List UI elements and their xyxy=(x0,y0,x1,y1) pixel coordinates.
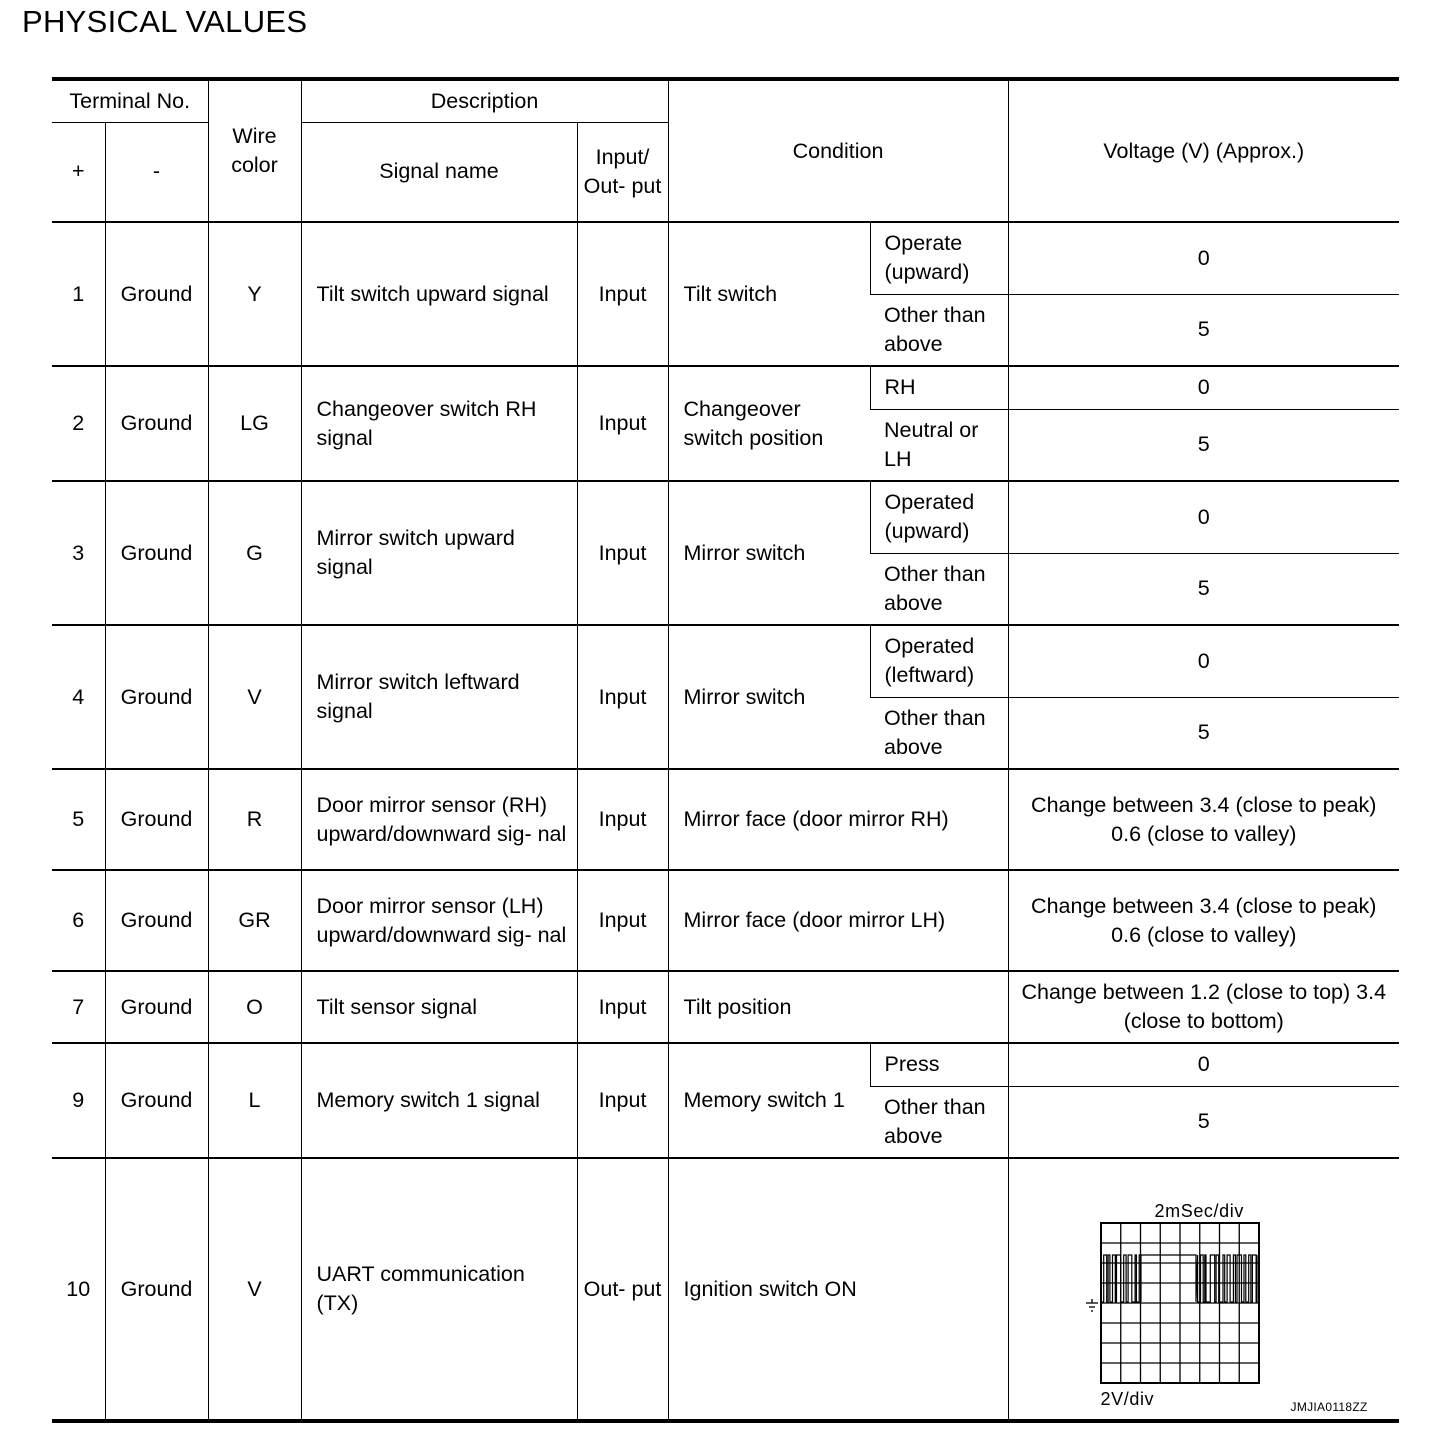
input-output: Input xyxy=(577,769,668,870)
condition: Tilt position xyxy=(668,971,1008,1043)
input-output: Input xyxy=(577,366,668,481)
header-wire-color: Wire color xyxy=(208,79,301,222)
input-output: Input xyxy=(577,870,668,971)
condition: Mirror face (door mirror LH) xyxy=(668,870,1008,971)
terminal-minus: Ground xyxy=(105,1158,208,1421)
terminal-plus: 7 xyxy=(52,971,105,1043)
voltage-value: Change between 3.4 (close to peak) 0.6 (close to valley) xyxy=(1008,870,1399,971)
voltage-value: 0 xyxy=(1008,481,1399,553)
condition-state: Other than above xyxy=(870,697,1008,769)
wire-color: V xyxy=(208,625,301,769)
condition: Mirror switch xyxy=(668,481,870,625)
terminal-plus: 4 xyxy=(52,625,105,769)
voltage-value: 5 xyxy=(1008,409,1399,481)
voltage-value: 5 xyxy=(1008,553,1399,625)
condition-state: Neutral or LH xyxy=(870,409,1008,481)
voltage-value: 5 xyxy=(1008,294,1399,366)
figure-id: JMJIA0118ZZ xyxy=(1290,1400,1368,1414)
condition-state: Press xyxy=(870,1043,1008,1086)
oscilloscope-figure xyxy=(1015,1159,1405,1419)
input-output: Input xyxy=(577,971,668,1043)
signal-name: Door mirror sensor (LH) upward/downward sig- nal xyxy=(301,870,577,971)
header-minus: - xyxy=(105,122,208,222)
input-output: Input xyxy=(577,625,668,769)
wire-color: Y xyxy=(208,222,301,366)
terminal-minus: Ground xyxy=(105,971,208,1043)
header-terminal-no: Terminal No. xyxy=(52,79,208,122)
terminal-minus: Ground xyxy=(105,625,208,769)
terminal-minus: Ground xyxy=(105,481,208,625)
header-signal-name: Signal name xyxy=(301,122,577,222)
condition: Changeover switch position xyxy=(668,366,870,481)
header-voltage: Voltage (V) (Approx.) xyxy=(1008,79,1399,222)
condition: Mirror face (door mirror RH) xyxy=(668,769,1008,870)
scope-volt-division: 2V/div xyxy=(1100,1389,1155,1409)
voltage-value: 5 xyxy=(1008,697,1399,769)
condition-state: Other than above xyxy=(870,294,1008,366)
condition-state: Operated (upward) xyxy=(870,481,1008,553)
terminal-plus: 5 xyxy=(52,769,105,870)
signal-name: Mirror switch leftward signal xyxy=(301,625,577,769)
voltage-value: Change between 1.2 (close to top) 3.4 (close to bottom) xyxy=(1008,971,1399,1043)
input-output: Input xyxy=(577,481,668,625)
input-output: Input xyxy=(577,1043,668,1158)
input-output: Input xyxy=(577,222,668,366)
terminal-plus: 6 xyxy=(52,870,105,971)
physical-values-table xyxy=(52,77,1399,1423)
wire-color: GR xyxy=(208,870,301,971)
signal-name: Mirror switch upward signal xyxy=(301,481,577,625)
terminal-minus: Ground xyxy=(105,769,208,870)
voltage-value: 0 xyxy=(1008,1043,1399,1086)
voltage-value: 0 xyxy=(1008,625,1399,697)
signal-name: Changeover switch RH signal xyxy=(301,366,577,481)
voltage-value: Change between 3.4 (close to peak) 0.6 (close to valley) xyxy=(1008,769,1399,870)
header-condition: Condition xyxy=(668,79,1008,222)
condition-state: Other than above xyxy=(870,553,1008,625)
oscilloscope-cell xyxy=(1008,1158,1399,1421)
header-plus: + xyxy=(52,122,105,222)
condition: Memory switch 1 xyxy=(668,1043,870,1158)
ground-symbol-icon xyxy=(1086,1299,1098,1311)
terminal-plus: 3 xyxy=(52,481,105,625)
terminal-plus: 9 xyxy=(52,1043,105,1158)
condition: Tilt switch xyxy=(668,222,870,366)
wire-color: L xyxy=(208,1043,301,1158)
wire-color: R xyxy=(208,769,301,870)
wire-color: V xyxy=(208,1158,301,1421)
signal-name: UART communication (TX) xyxy=(301,1158,577,1421)
terminal-minus: Ground xyxy=(105,1043,208,1158)
condition-state: Operated (leftward) xyxy=(870,625,1008,697)
signal-name: Tilt sensor signal xyxy=(301,971,577,1043)
signal-name: Memory switch 1 signal xyxy=(301,1043,577,1158)
terminal-minus: Ground xyxy=(105,366,208,481)
terminal-plus: 2 xyxy=(52,366,105,481)
page-title: PHYSICAL VALUES xyxy=(22,4,308,39)
condition-state: Operate (upward) xyxy=(870,222,1008,294)
condition: Ignition switch ON xyxy=(668,1158,1008,1421)
header-description: Description xyxy=(301,79,668,122)
voltage-value: 5 xyxy=(1008,1086,1399,1158)
signal-name: Door mirror sensor (RH) upward/downward sig- nal xyxy=(301,769,577,870)
signal-name: Tilt switch upward signal xyxy=(301,222,577,366)
wire-color: O xyxy=(208,971,301,1043)
wire-color: LG xyxy=(208,366,301,481)
condition: Mirror switch xyxy=(668,625,870,769)
voltage-value: 0 xyxy=(1008,366,1399,409)
header-input-output: Input/ Out- put xyxy=(577,122,668,222)
terminal-minus: Ground xyxy=(105,870,208,971)
wire-color: G xyxy=(208,481,301,625)
scope-time-division: 2mSec/div xyxy=(1154,1201,1244,1221)
terminal-minus: Ground xyxy=(105,222,208,366)
terminal-plus: 10 xyxy=(52,1158,105,1421)
condition-state: Other than above xyxy=(870,1086,1008,1158)
condition-state: RH xyxy=(870,366,1008,409)
voltage-value: 0 xyxy=(1008,222,1399,294)
input-output: Out- put xyxy=(577,1158,668,1421)
terminal-plus: 1 xyxy=(52,222,105,366)
